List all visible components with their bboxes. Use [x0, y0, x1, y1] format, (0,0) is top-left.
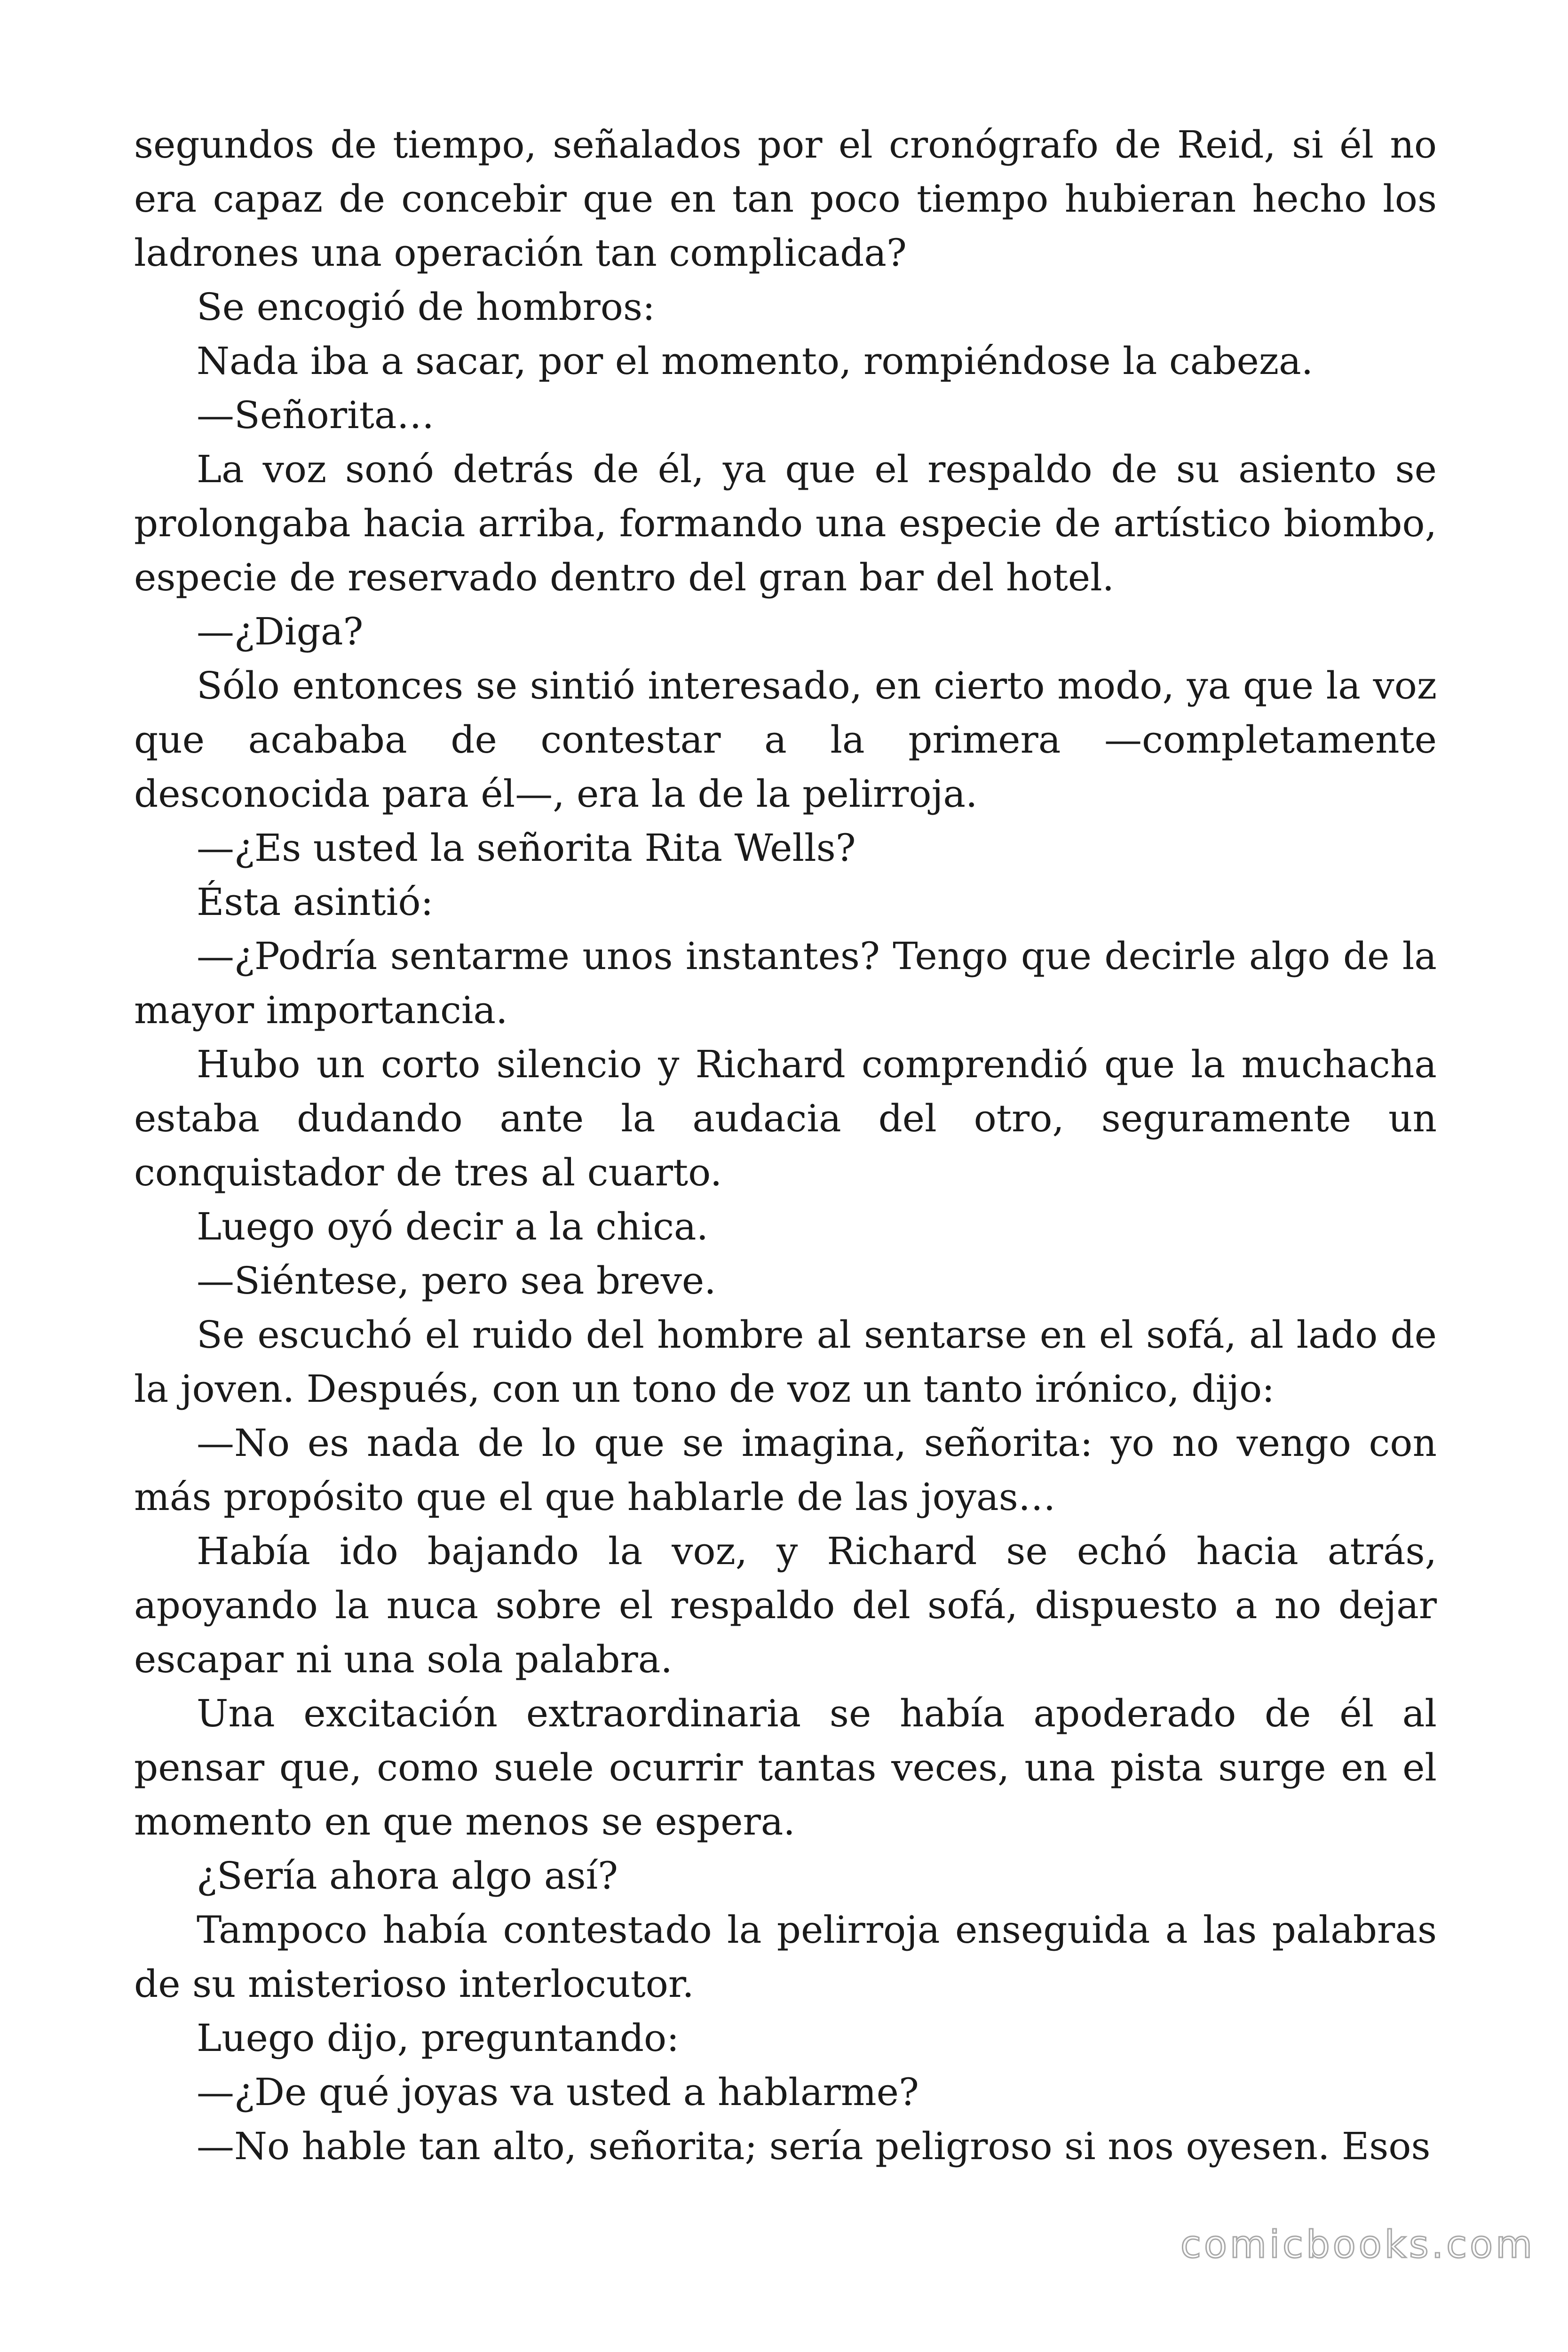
- paragraph-13: —Siéntese, pero sea breve.: [197, 1259, 716, 1303]
- paragraph-17: Una excitación extraordinaria se había apoderado de él al pensar que, como suele ocurrir tantas veces, una pista surge en el momento en que menos se espera.: [134, 1692, 1437, 1843]
- paragraph-9: Ésta asintió:: [197, 880, 434, 924]
- paragraph-5: La voz sonó detrás de él, ya que el respaldo de su asiento se prolongaba hacia arriba, formando una especie de artístico biombo, especie de reservado dentro del gran bar del hotel.: [134, 447, 1437, 599]
- paragraph-10: —¿Podría sentarme unos instantes? Tengo que decirle algo de la mayor importancia.: [134, 934, 1437, 1032]
- paragraph-2: Se encogió de hombros:: [197, 285, 655, 329]
- paragraph-7: Sólo entonces se sintió interesado, en cierto modo, ya que la voz que acababa de contestar a la primera —completamente desconocida para él—, era la de la pelirroja.: [134, 664, 1437, 816]
- paragraph-16: Había ido bajando la voz, y Richard se echó hacia atrás, apoyando la nuca sobre el respaldo del sofá, dispuesto a no dejar escapar ni una sola palabra.: [134, 1529, 1437, 1681]
- paragraph-19: Tampoco había contestado la pelirroja enseguida a las palabras de su misterioso interlocutor.: [134, 1908, 1437, 2006]
- paragraph-22: —No hable tan alto, señorita; sería peligroso si nos oyesen. Esos: [197, 2124, 1431, 2168]
- paragraph-4: —Señorita…: [197, 393, 435, 437]
- page-body: [134, 118, 1437, 2173]
- paragraph-14: Se escuchó el ruido del hombre al sentarse en el sofá, al lado de la joven. Después, con un tono de voz un tanto irónico, dijo:: [134, 1313, 1437, 1411]
- watermark: comicbooks.com: [1180, 2223, 1535, 2266]
- paragraph-1: segundos de tiempo, señalados por el cronógrafo de Reid, si él no era capaz de concebir que en tan poco tiempo hubieran hecho los ladrones una operación tan complicada?: [134, 123, 1437, 275]
- paragraph-11: Hubo un corto silencio y Richard comprendió que la muchacha estaba dudando ante la audacia del otro, seguramente un conquistador de tres al cuarto.: [134, 1042, 1437, 1194]
- paragraph-8: —¿Es usted la señorita Rita Wells?: [197, 826, 856, 870]
- paragraph-18: ¿Sería ahora algo así?: [197, 1854, 618, 1898]
- paragraph-6: —¿Diga?: [197, 610, 364, 653]
- paragraph-12: Luego oyó decir a la chica.: [197, 1205, 709, 1248]
- paragraph-21: —¿De qué joyas va usted a hablarme?: [197, 2070, 919, 2114]
- paragraph-20: Luego dijo, preguntando:: [197, 2016, 680, 2060]
- paragraph-15: —No es nada de lo que se imagina, señorita: yo no vengo con más propósito que el que hablarle de las joyas…: [134, 1421, 1437, 1519]
- paragraph-3: Nada iba a sacar, por el momento, rompiéndose la cabeza.: [197, 339, 1314, 383]
